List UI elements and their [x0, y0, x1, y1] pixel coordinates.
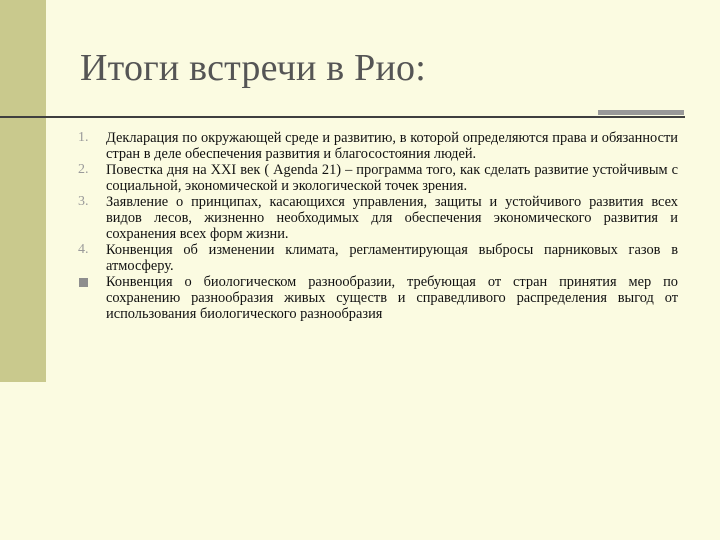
- list-number: 1.: [78, 130, 89, 145]
- square-bullet-icon: [78, 274, 106, 292]
- title-divider: [0, 116, 685, 118]
- list-item-text: Заявление о принципах, касающихся управления, защиты и устойчивого развития всех видов лесов, жизненно необходимых для обеспечения экономического развития и сохранения всех форм жизни.: [106, 194, 678, 242]
- list-item-text: Конвенция о биологическом разнообразии, требующая от стран принятия мер по сохранению разнообразия живых существ и справедливого распределения выгод от использования биологического разнообразия: [106, 274, 678, 322]
- title-divider-accent: [598, 110, 684, 115]
- agreement-list: [78, 130, 678, 322]
- list-item: [78, 194, 678, 242]
- list-number: 2.: [78, 162, 89, 177]
- list-number: 4.: [78, 242, 89, 257]
- list-item: [78, 274, 678, 322]
- list-number: 3.: [78, 194, 89, 209]
- list-item: [78, 162, 678, 194]
- left-accent-bar: [0, 0, 46, 382]
- list-item: [78, 130, 678, 162]
- square-bullet-shape: [79, 278, 88, 287]
- list-item-text: Декларация по окружающей среде и развитию, в которой определяются права и обязанности стран в деле обеспечения развития и благосостояния людей.: [106, 130, 678, 162]
- slide-title: Итоги встречи в Рио:: [80, 47, 426, 89]
- list-item: [78, 242, 678, 274]
- list-item-text: Конвенция об изменении климата, регламентирующая выбросы парниковых газов в атмосферу.: [106, 242, 678, 274]
- list-item-text: Повестка дня на XXI век ( Agenda 21) – программа того, как сделать развитие устойчивым с социальной, экономической и экологической точек зрения.: [106, 162, 678, 194]
